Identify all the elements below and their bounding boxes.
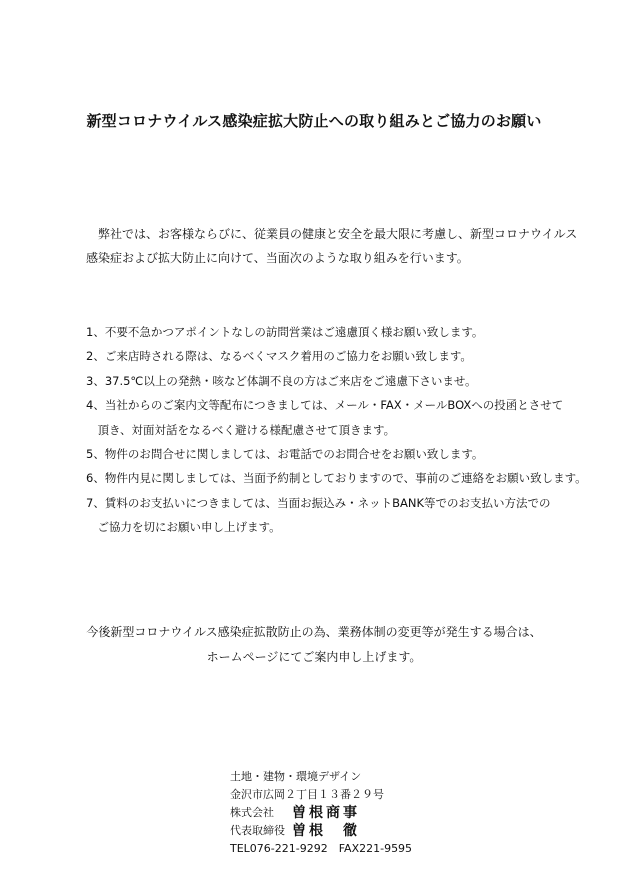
intro-paragraph [86, 222, 586, 270]
business-line: 土地・建物・環境デザイン [230, 770, 362, 783]
list-item: ご協力を切にお願い申し上げます。 [86, 520, 281, 535]
measures-list [86, 320, 606, 540]
list-item: 頂き、対面対話をなるべく避ける様配慮させて頂きます。 [86, 422, 396, 437]
address-line: 金沢市広岡２丁目１３番２９号 [230, 788, 384, 801]
signature-block [230, 768, 590, 858]
list-item: 2、ご来店時される際は、なるべくマスク着用のご協力をお願い致します。 [86, 349, 472, 364]
representative-row [230, 822, 590, 840]
company-label: 株式会社 [230, 806, 274, 819]
contact-line: TEL076-221-9292 FAX221-9595 [230, 842, 413, 855]
notice-line: 今後新型コロナウイルス感染症拡散防止の為、業務体制の変更等が発生する場合は、 [86, 625, 542, 639]
company-name: 曽根商事 [292, 805, 360, 821]
representative-label: 代表取締役 [230, 824, 285, 837]
company-row [230, 804, 590, 822]
list-item: 4、当社からのご案内文等配布につきましては、メール・FAX・メールBOXへの投函とさせて [86, 398, 564, 413]
representative-name: 曽根 徹 [292, 823, 360, 839]
list-item: 1、不要不急かつアポイントなしの訪問営業はご遠慮頂く様お願い致します。 [86, 325, 484, 339]
list-item: 5、物件のお問合せに関しましては、お電話でのお問合せをお願い致します。 [86, 447, 484, 462]
intro-line: 感染症および拡大防止に向けて、当面次のような取り組みを行います。 [86, 251, 469, 265]
document-title: 新型コロナウイルス感染症拡大防止への取り組みとご協力のお願い [86, 112, 542, 130]
intro-line: 弊社では、お客様ならびに、従業員の健康と安全を最大限に考慮し、新型コロナウイルス [86, 227, 578, 241]
notice-line: ホームページにてご案内申し上げます。 [206, 650, 422, 664]
list-item: 7、賃料のお支払いにつきましては、当面お振込み・ネットBANK等でのお支払い方法での [86, 495, 551, 510]
list-item: 3、37.5℃以上の発熱・咳など体調不良の方はご来店をご遠慮下さいませ。 [86, 373, 477, 388]
notice-paragraph [0, 620, 628, 670]
list-item: 6、物件内見に関しましては、当面予約制としておりますので、事前のご連絡をお願い致します。 [86, 471, 587, 486]
